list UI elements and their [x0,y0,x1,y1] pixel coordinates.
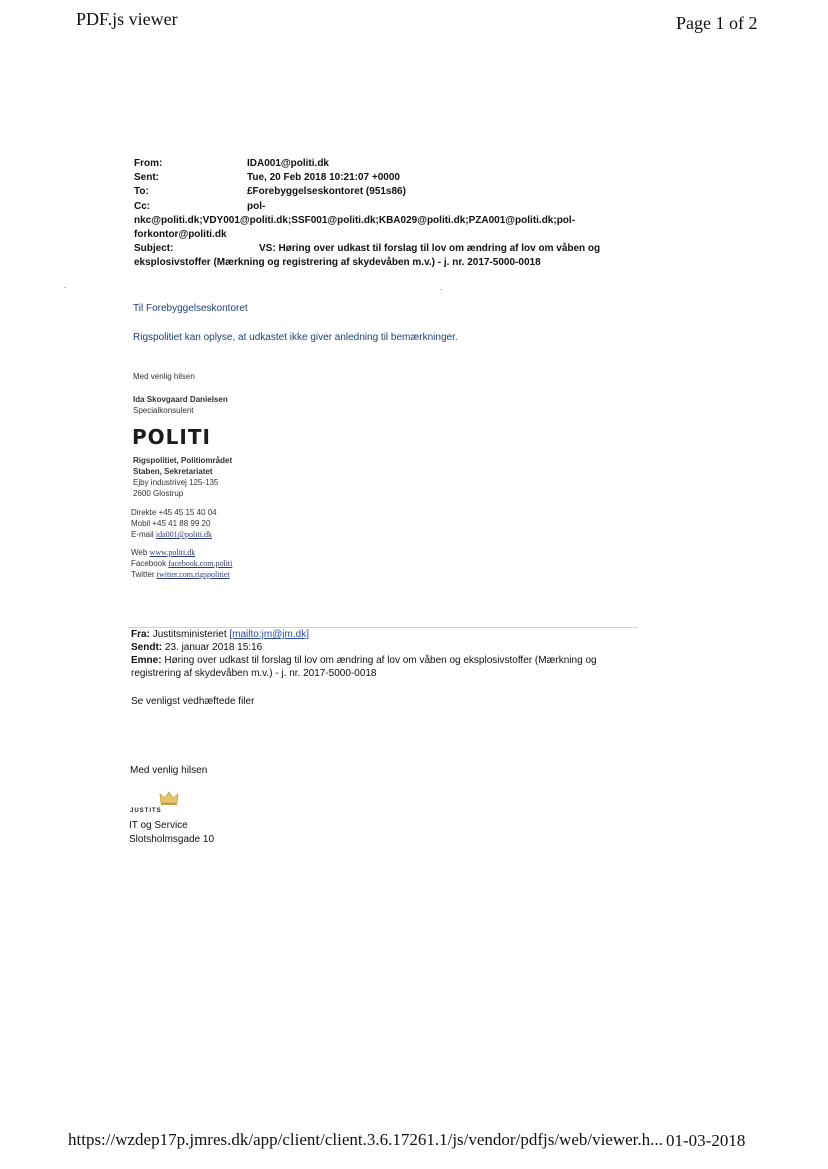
subject-continued: eksplosivstoffer (Mærkning og registrering af skydevåben m.v.) - j. nr. 2017-5000-0018 [134,257,541,268]
signature-twitter-link[interactable]: twitter.com.rigspolitiet [156,570,230,579]
forwarded-subject-row [131,654,597,667]
print-header-title: PDF.js viewer [76,9,178,29]
signature-phone-direct: Direkte +45 45 15 40 04 [131,508,217,517]
politi-logo: POLITI [132,425,211,449]
cc-value: pol- [247,201,266,212]
forwarded-from-label: Fra: [131,629,150,640]
signature-email-label: E-mail [131,530,154,539]
forwarded-address: Slotsholmsgade 10 [129,834,215,845]
sent-label: Sent: [134,172,159,183]
forwarded-mailto-link[interactable]: [mailto:jm@jm.dk] [229,629,309,640]
forwarded-from-row [131,628,309,641]
forwarded-from-value: Justitsministeriet [152,629,227,640]
forwarded-subject-continued: registrering af skydevåben m.v.) - j. nr. 2017-5000-0018 [131,668,377,679]
signature-address-city: 2600 Glostrup [133,489,184,498]
signature-facebook-link[interactable]: facebook.com.politi [168,559,233,568]
print-footer-date: 01-03-2018 [666,1131,746,1150]
from-value: IDA001@politi.dk [247,158,329,169]
signature-twitter-label: Twitter [131,570,155,579]
print-footer-url: https://wzdep17p.jmres.dk/app/client/client.3.6.17261.1/js/vendor/pdfjs/web/viewer.h... [68,1130,663,1149]
cc-label: Cc: [134,201,151,212]
from-label: From: [134,158,163,169]
signature-name: Ida Skovgaard Danielsen [133,395,228,404]
forwarded-sent-row [131,641,262,654]
signature-twitter-row [131,569,230,580]
signature-address-street: Ejby industrivej 125-135 [133,478,219,487]
signature-org: Rigspolitiet, Politiområdet [133,456,233,465]
justits-logo-text: JUSTITS [130,808,162,814]
signature-facebook-row [131,558,232,569]
scan-speck [64,287,66,288]
subject-label: Subject: [134,243,174,254]
forwarded-subject-label: Emne: [131,655,162,666]
message-text: Rigspolitiet kan oplyse, at udkastet ikke giver anledning til bemærkninger. [133,332,458,343]
signature-web-row [131,547,195,558]
forwarded-department: IT og Service [129,820,188,831]
scan-speck [440,289,442,290]
forwarded-closing: Med venlig hilsen [130,765,208,776]
signature-email-link[interactable]: ida001@politi.dk [155,530,212,539]
message-greeting: Til Forebyggelseskontoret [133,303,248,314]
signature-facebook-label: Facebook [131,559,167,568]
cc-recipients-line: nkc@politi.dk;VDY001@politi.dk;SSF001@politi.dk;KBA029@politi.dk;PZA001@politi.dk;pol- [134,215,576,226]
signature-email-row [131,529,212,540]
cc-recipients-line-end: forkontor@politi.dk [134,229,227,240]
forwarded-subject-value: Høring over udkast til forslag til lov om ændring af lov om våben og eksplosivstoffer (Mærkning og [164,655,597,666]
crown-icon [159,790,179,811]
subject-value: VS: Høring over udkast til forslag til lov om ændring af lov om våben og [259,243,601,254]
forwarded-body: Se venligst vedhæftede filer [131,696,255,707]
to-value: £Forebyggelseskontoret (951s86) [247,186,406,197]
to-label: To: [134,186,149,197]
sent-value: Tue, 20 Feb 2018 10:21:07 +0000 [247,172,400,183]
signature-phone-mobile: Mobil +45 41 88 99 20 [131,519,211,528]
signature-web-label: Web [131,548,148,557]
print-header-page: Page 1 of 2 [676,13,758,33]
signature-title: Specialkonsulent [133,406,194,415]
forwarded-sent-value: 23. januar 2018 15:16 [164,642,263,653]
signature-closing: Med venlig hilsen [133,372,195,381]
forwarded-sent-label: Sendt: [131,642,163,653]
signature-dept: Staben, Sekretariatet [133,467,213,476]
signature-web-link[interactable]: www.politi.dk [149,548,196,557]
